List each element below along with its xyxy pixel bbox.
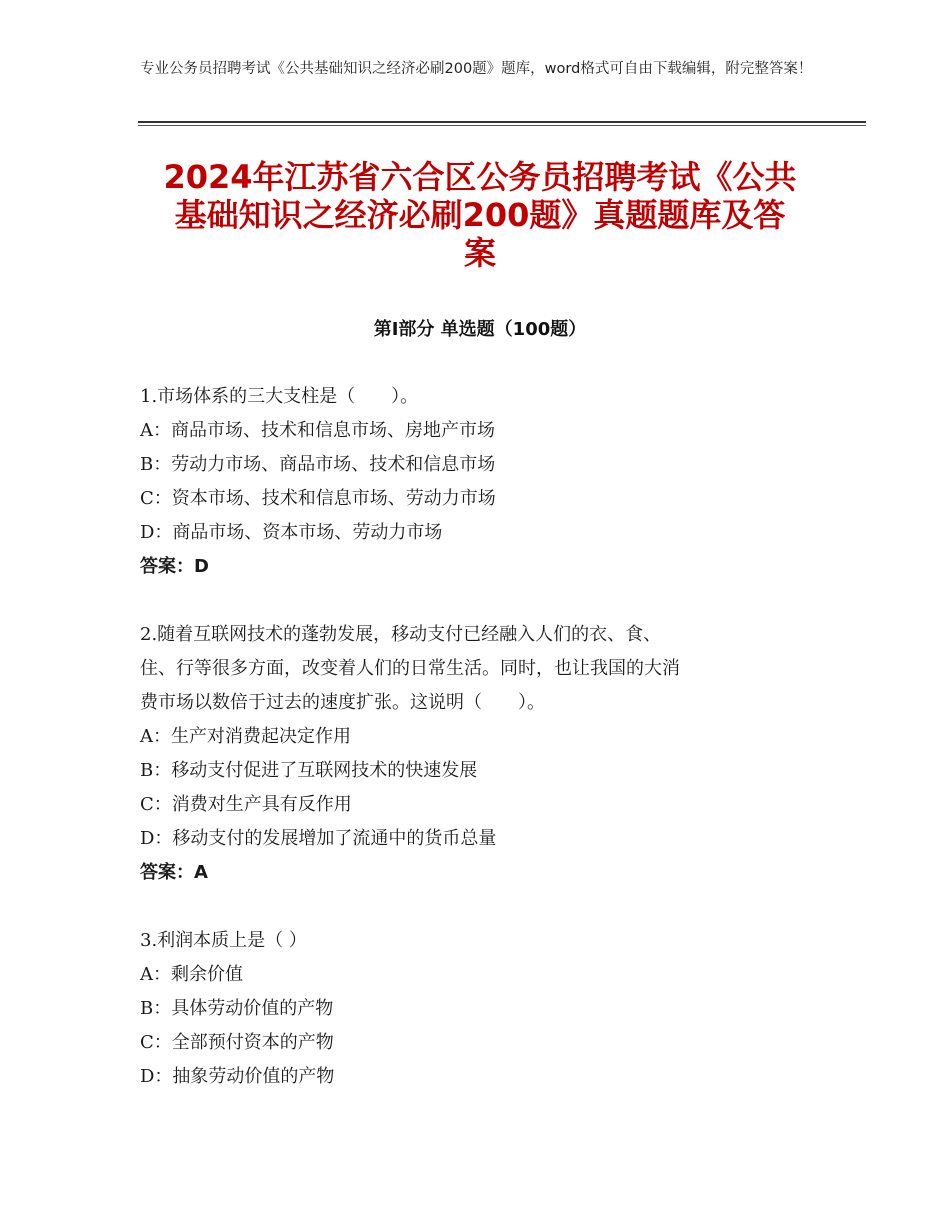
question-list [140,380,820,1128]
header-divider-thin [138,125,866,126]
option-d: D：移动支付的发展增加了流通中的货币总量 [140,828,497,849]
question-stem-line-3: 费市场以数倍于过去的速度扩张。这说明（ ）。 [140,692,545,713]
document-title [140,158,820,272]
question-1 [140,380,820,584]
option-a: A：生产对消费起决定作用 [140,726,351,747]
question-stem-line-2: 住、行等很多方面，改变着人们的日常生活。同时，也让我国的大消 [140,658,680,679]
option-d: D：抽象劳动价值的产物 [140,1066,335,1087]
title-line-3: 案 [463,234,496,272]
option-b: B：具体劳动价值的产物 [140,998,334,1019]
question-2 [140,618,820,890]
option-b: B：劳动力市场、商品市场、技术和信息市场 [140,454,496,475]
title-line-2: 基础知识之经济必刷200题》真题题库及答 [174,196,786,234]
option-c: C：消费对生产具有反作用 [140,794,352,815]
question-stem: 1.市场体系的三大支柱是（ ）。 [140,386,419,407]
option-c: C：资本市场、技术和信息市场、劳动力市场 [140,488,496,509]
question-3 [140,924,820,1094]
title-line-1: 2024年江苏省六合区公务员招聘考试《公共 [163,158,797,196]
section-title: 第Ⅰ部分 单选题（100题） [373,319,587,340]
header-divider-thick [138,121,866,123]
answer: 答案：A [140,862,208,883]
option-a: A：剩余价值 [140,964,243,985]
question-stem: 3.利润本质上是（ ） [140,930,307,951]
answer: 答案：D [140,556,209,577]
question-stem-line-1: 2.随着互联网技术的蓬勃发展，移动支付已经融入人们的衣、食、 [140,624,662,645]
option-b: B：移动支付促进了互联网技术的快速发展 [140,760,478,781]
option-c: C：全部预付资本的产物 [140,1032,334,1053]
header-note: 专业公务员招聘考试《公共基础知识之经济必刷200题》题库，word格式可自由下载编辑，附完整答案！ [140,61,813,77]
option-d: D：商品市场、资本市场、劳动力市场 [140,522,443,543]
option-a: A：商品市场、技术和信息市场、房地产市场 [140,420,495,441]
